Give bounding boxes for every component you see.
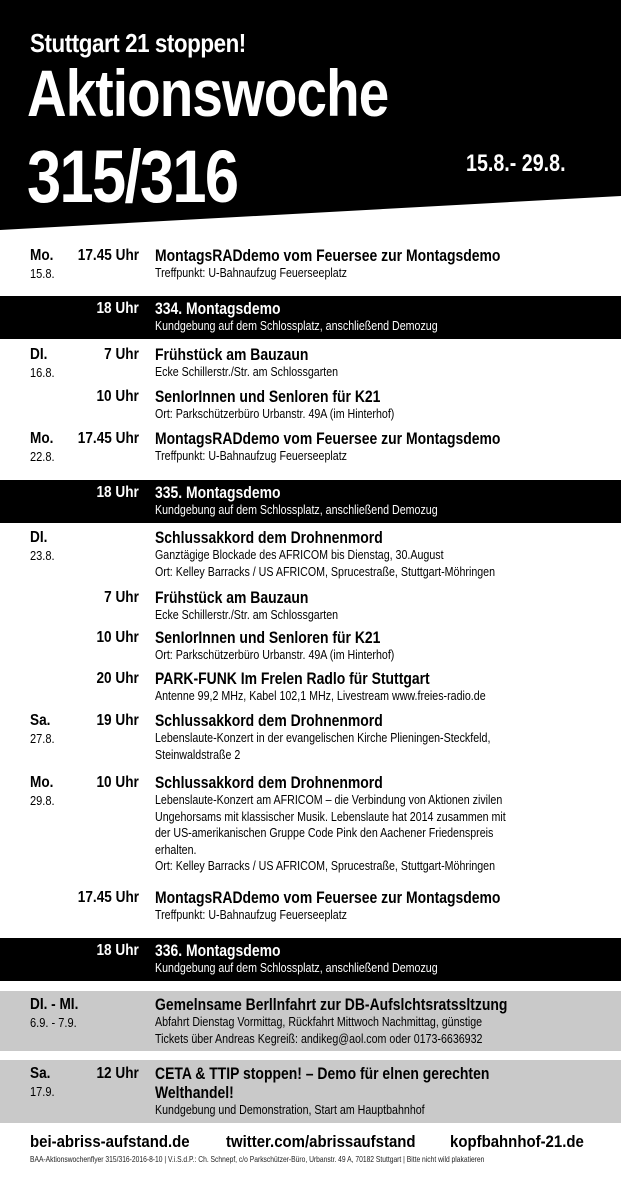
event-time: 20 Uhr xyxy=(96,670,139,687)
event-day: Sa. xyxy=(30,1065,51,1082)
event-day: DI. xyxy=(30,529,48,546)
event-date: 27.8. xyxy=(30,731,55,746)
event-detail: Ort: Parkschützerbüro Urbanstr. 49A (im Hinterhof) xyxy=(155,406,395,421)
event-detail: Tickets über Andreas Kegreiß: andikeg@aol.com oder 0173-6636932 xyxy=(155,1030,483,1046)
event-detail: Treffpunkt: U-Bahnaufzug Feuerseeplatz xyxy=(155,265,347,280)
pre-title: Stuttgart 21 stoppen! xyxy=(30,28,246,58)
footer-links xyxy=(30,1132,592,1152)
event-detail: Ecke Schillerstr./Str. am Schlossgarten xyxy=(155,364,339,379)
event-body xyxy=(155,246,585,282)
event-row xyxy=(0,246,621,282)
event-title: SenIorInnen und Senloren für K21 xyxy=(155,387,381,406)
event-row xyxy=(0,711,621,763)
event-title: 335. Montagsdemo xyxy=(155,483,281,502)
event-body xyxy=(155,387,585,423)
event-detail: der US-amerikanischen Gruppe Code Pink den Aachener Friedenspreis xyxy=(155,825,494,840)
event-title-continued: Welthandel! xyxy=(155,1083,234,1102)
event-detail: Ort: Parkschützerbüro Urbanstr. 49A (im Hinterhof) xyxy=(155,647,395,662)
event-date: 22.8. xyxy=(30,449,55,464)
event-title: 334. Montagsdemo xyxy=(155,299,281,318)
event-row xyxy=(0,888,621,924)
event-body xyxy=(155,888,585,924)
event-row xyxy=(0,991,621,1051)
event-title: Schlussakkord dem Drohnenmord xyxy=(155,528,383,547)
event-detail: Antenne 99,2 MHz, Kabel 102,1 MHz, Livestream www.freies-radio.de xyxy=(155,688,486,703)
event-row xyxy=(0,669,621,705)
event-body xyxy=(155,429,585,465)
header-banner xyxy=(0,0,621,230)
event-title: Frühstück am Bauzaun xyxy=(155,588,309,607)
event-body xyxy=(155,628,585,664)
event-body xyxy=(155,483,585,519)
event-title: MontagsRADdemo vom Feuersee zur Montagsdemo xyxy=(155,246,501,265)
event-detail: Ort: Kelley Barracks / US AFRICOM, Sprucestraße, Stuttgart-Möhringen xyxy=(155,563,496,579)
event-body xyxy=(155,669,585,705)
event-title: 336. Montagsdemo xyxy=(155,941,281,960)
event-time: 10 Uhr xyxy=(96,774,139,791)
event-title: Schlussakkord dem Drohnenmord xyxy=(155,773,383,792)
event-detail: Ecke Schillerstr./Str. am Schlossgarten xyxy=(155,607,339,622)
kopfbahnhof-link[interactable]: kopfbahnhof-21.de xyxy=(450,1132,584,1151)
event-title: SenIorInnen und Senloren für K21 xyxy=(155,628,381,647)
event-time: 18 Uhr xyxy=(96,942,139,959)
event-body xyxy=(155,773,585,875)
event-time: 18 Uhr xyxy=(96,300,139,317)
event-detail: Kundgebung und Demonstration, Start am Hauptbahnhof xyxy=(155,1102,425,1117)
event-row xyxy=(0,588,621,624)
event-body xyxy=(155,299,585,335)
event-detail: Lebenslaute-Konzert in der evangelischen Kirche Plieningen-Steckfeld, xyxy=(155,730,491,745)
event-date: 17.9. xyxy=(30,1084,55,1099)
event-row xyxy=(0,1060,621,1123)
event-body xyxy=(155,345,585,381)
event-detail: Ort: Kelley Barracks / US AFRICOM, Sprucestraße, Stuttgart-Möhringen xyxy=(155,858,496,873)
event-title: CETA & TTIP stoppen! – Demo für elnen gerechten xyxy=(155,1064,490,1083)
event-row xyxy=(0,387,621,423)
event-row xyxy=(0,528,621,580)
event-date: 23.8. xyxy=(30,548,55,563)
event-title: PARK-FUNK Im Frelen Radlo für Stuttgart xyxy=(155,669,430,688)
event-time: 10 Uhr xyxy=(96,388,139,405)
event-time: 17.45 Uhr xyxy=(77,247,139,264)
event-title: MontagsRADdemo vom Feuersee zur Montagsdemo xyxy=(155,888,501,907)
event-time: 17.45 Uhr xyxy=(77,889,139,906)
event-date: 16.8. xyxy=(30,365,55,380)
event-body xyxy=(155,711,585,763)
event-day: DI. xyxy=(30,346,48,363)
event-body xyxy=(155,588,585,624)
event-detail: Kundgebung auf dem Schlossplatz, anschließend Demozug xyxy=(155,318,438,333)
twitter-link[interactable]: twitter.com/abrissaufstand xyxy=(226,1132,416,1151)
event-body xyxy=(155,995,585,1047)
montagsdemo-row xyxy=(0,938,621,981)
event-day: DI. - MI. xyxy=(30,996,79,1013)
event-detail: Ungehorsams mit klassischer Musik. Lebenslaute hat 2014 zusammen mit xyxy=(155,808,506,824)
event-detail: Steinwaldstraße 2 xyxy=(155,746,241,762)
event-detail: erhalten. xyxy=(155,841,197,857)
event-time: 7 Uhr xyxy=(104,346,139,363)
event-date: 6.9. - 7.9. xyxy=(30,1015,77,1030)
event-title: MontagsRADdemo vom Feuersee zur Montagsdemo xyxy=(155,429,501,448)
event-body xyxy=(155,941,585,977)
event-date: 29.8. xyxy=(30,793,55,808)
event-title: Frühstück am Bauzaun xyxy=(155,345,309,364)
event-date: 15.8. xyxy=(30,266,55,281)
montagsdemo-row xyxy=(0,480,621,523)
event-row xyxy=(0,773,621,875)
event-row xyxy=(0,628,621,664)
event-detail: Ganztägige Blockade des AFRICOM bis Dienstag, 30.August xyxy=(155,547,444,562)
event-time: 10 Uhr xyxy=(96,629,139,646)
event-title: Gemelnsame Berllnfahrt zur DB-Aufslchtsratssltzung xyxy=(155,995,508,1014)
event-detail: Abfahrt Dienstag Vormittag, Rückfahrt Mittwoch Nachmittag, günstige xyxy=(155,1014,483,1029)
event-body xyxy=(155,1064,585,1119)
website-link[interactable]: bei-abriss-aufstand.de xyxy=(30,1132,190,1151)
event-detail: Treffpunkt: U-Bahnaufzug Feuerseeplatz xyxy=(155,907,347,922)
week-number: 315/316 xyxy=(27,135,238,218)
event-detail: Kundgebung auf dem Schlossplatz, anschließend Demozug xyxy=(155,502,438,517)
event-body xyxy=(155,528,585,580)
event-row xyxy=(0,429,621,465)
imprint: BAA-Aktionswochenflyer 315/316-2016-8-10 | V.i.S.d.P.: Ch. Schnepf, c/o Parkschützer-Büro, Urbanstr. 49 A, 70182 Stuttgart | Bitte nicht wild plakatieren xyxy=(30,1154,485,1164)
event-time: 19 Uhr xyxy=(96,712,139,729)
date-range: 15.8.- 29.8. xyxy=(466,150,566,177)
event-title: Schlussakkord dem Drohnenmord xyxy=(155,711,383,730)
event-day: Mo. xyxy=(30,774,54,791)
event-day: Sa. xyxy=(30,712,51,729)
event-detail: Lebenslaute-Konzert am AFRICOM – die Verbindung von Aktionen zivilen xyxy=(155,792,503,807)
event-detail: Kundgebung auf dem Schlossplatz, anschließend Demozug xyxy=(155,960,438,975)
event-time: 18 Uhr xyxy=(96,484,139,501)
event-day: Mo. xyxy=(30,430,54,447)
event-time: 7 Uhr xyxy=(104,589,139,606)
event-row xyxy=(0,345,621,381)
montagsdemo-row xyxy=(0,296,621,339)
event-day: Mo. xyxy=(30,247,54,264)
page-title: Aktionswoche xyxy=(27,56,389,130)
event-time: 17.45 Uhr xyxy=(77,430,139,447)
event-time: 12 Uhr xyxy=(96,1065,139,1082)
event-detail: Treffpunkt: U-Bahnaufzug Feuerseeplatz xyxy=(155,448,347,463)
